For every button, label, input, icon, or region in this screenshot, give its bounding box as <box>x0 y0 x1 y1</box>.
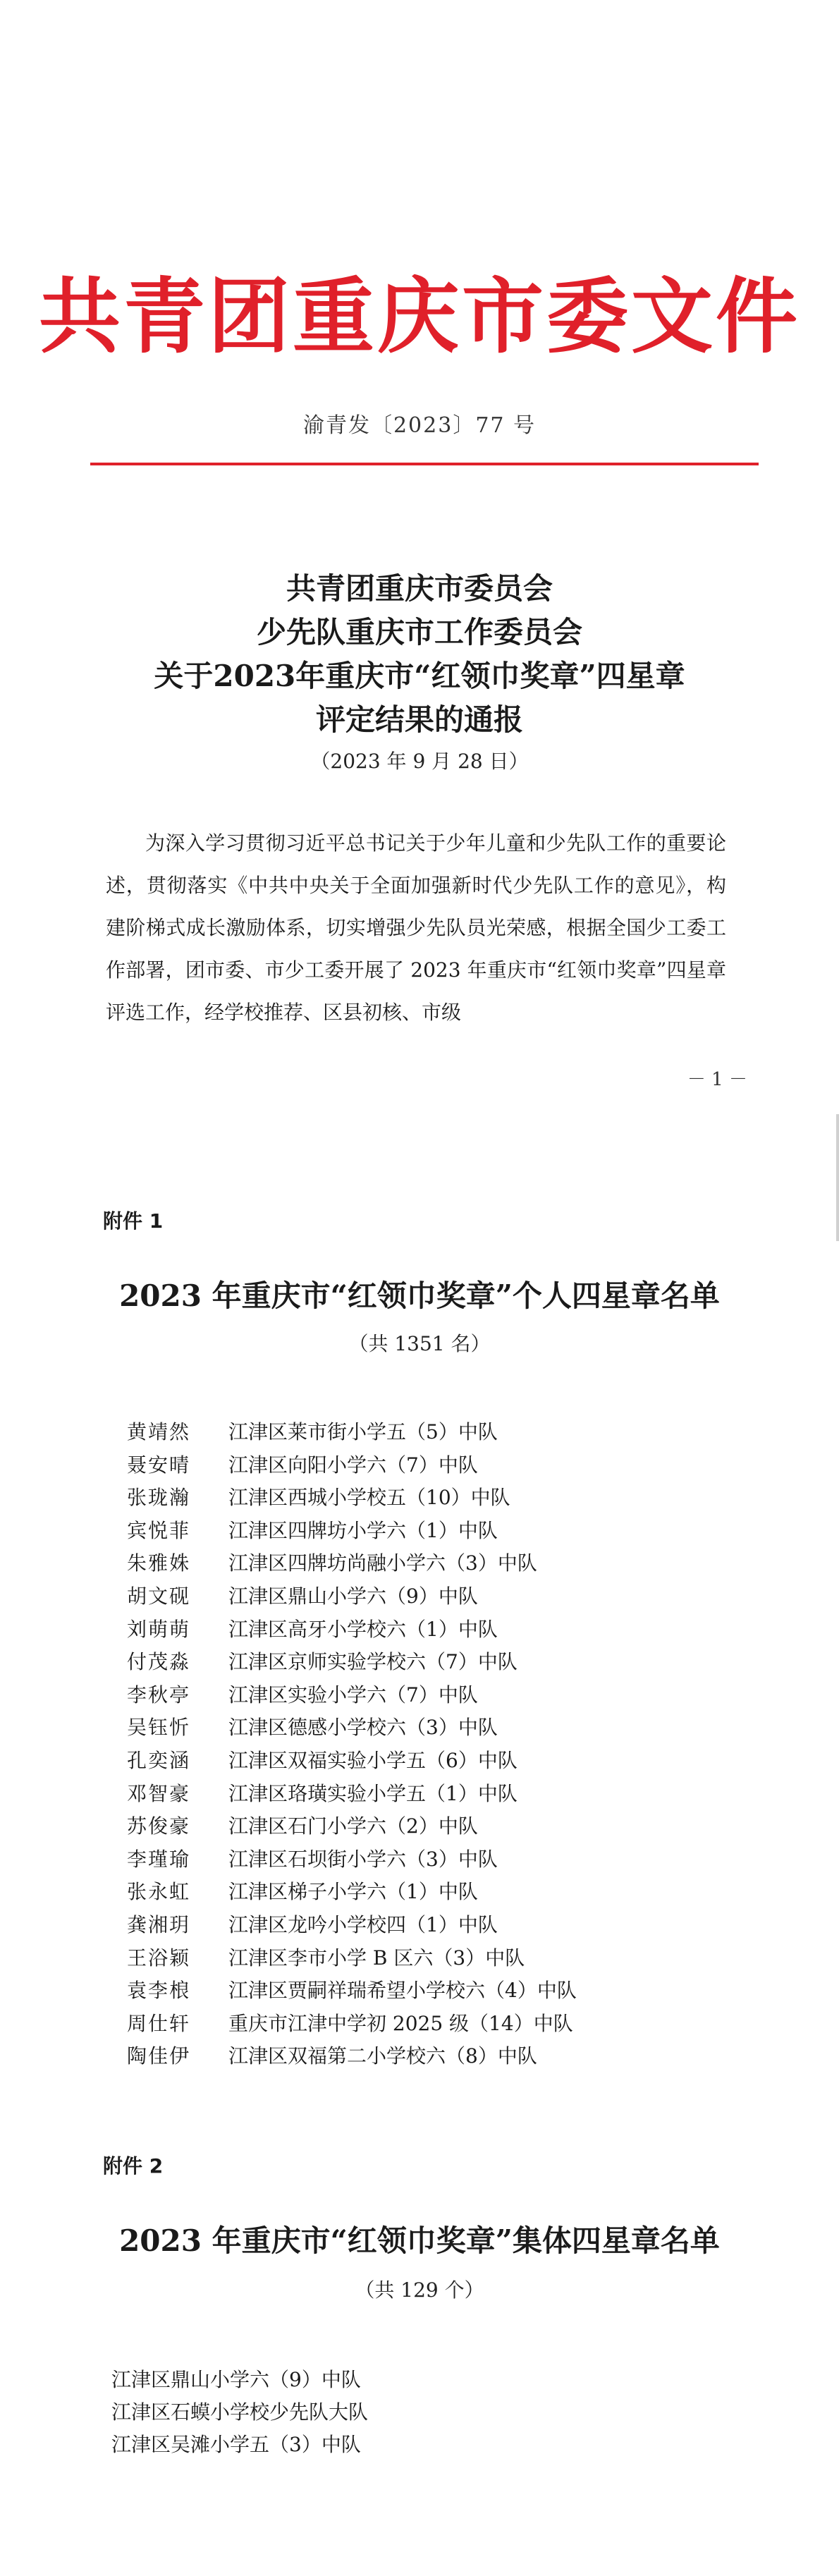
student-name: 李秋亭 <box>127 1683 191 1707</box>
attachment-1-count: （共 1351 名） <box>348 1332 491 1355</box>
list-item <box>127 1974 733 2008</box>
document-header-title: 共青团重庆市委文件 <box>39 269 800 365</box>
list-item <box>127 1449 733 1482</box>
attachment-2-title: 2023 年重庆市“红领巾奖章”集体四星章名单 <box>119 2223 720 2258</box>
student-name: 陶佳伊 <box>127 2044 191 2068</box>
student-unit: 重庆市江津中学初 2025 级（14）中队 <box>228 2011 573 2035</box>
student-name: 黄靖然 <box>127 1420 191 1443</box>
list-item: 江津区吴滩小学五（3）中队 <box>111 2433 361 2456</box>
student-unit: 江津区向阳小学六（7）中队 <box>228 1453 478 1477</box>
student-unit: 江津区石坝街小学六（3）中队 <box>228 1847 498 1871</box>
student-name: 张永虹 <box>127 1880 191 1904</box>
list-item <box>127 1580 733 1613</box>
list-item <box>127 1416 733 1449</box>
attachment-2-count: （共 129 个） <box>355 2278 484 2302</box>
collective-award-list <box>111 2364 718 2461</box>
student-name: 朱雅姝 <box>127 1551 191 1575</box>
page-number: － 1 － <box>687 1069 747 1090</box>
student-unit: 江津区四牌坊小学六（1）中队 <box>228 1518 498 1542</box>
student-name: 付茂淼 <box>127 1650 191 1674</box>
student-name: 孔奕涵 <box>127 1748 191 1772</box>
student-unit: 江津区贾嗣祥瑞希望小学校六（4）中队 <box>228 1979 577 2003</box>
list-item <box>127 2040 733 2073</box>
student-unit: 江津区珞璜实验小学五（1）中队 <box>228 1781 518 1805</box>
list-item: 江津区鼎山小学六（9）中队 <box>111 2368 361 2391</box>
list-item <box>127 1810 733 1843</box>
student-name: 袁李桹 <box>127 1979 191 2003</box>
list-item <box>127 1876 733 1909</box>
student-name: 刘萌萌 <box>127 1617 191 1641</box>
student-unit: 江津区龙吟小学校四（1）中队 <box>228 1912 498 1936</box>
student-unit: 江津区梯子小学六（1）中队 <box>228 1880 478 1904</box>
student-unit: 江津区石门小学六（2）中队 <box>228 1814 478 1838</box>
notice-heading-line-3: 关于2023年重庆市“红领巾奖章”四星章 <box>154 659 685 693</box>
notice-date: （2023 年 9 月 28 日） <box>310 750 529 773</box>
notice-heading-line-1: 共青团重庆市委员会 <box>286 571 553 606</box>
student-name: 邓智豪 <box>127 1781 191 1805</box>
student-unit: 江津区德感小学校六（3）中队 <box>228 1716 498 1740</box>
list-item <box>127 1679 733 1712</box>
student-name: 龚湘玥 <box>127 1912 191 1936</box>
list-item <box>127 1909 733 1942</box>
student-name: 张珑瀚 <box>127 1486 191 1510</box>
list-item <box>127 1646 733 1679</box>
student-unit: 江津区双福实验小学五（6）中队 <box>228 1748 518 1772</box>
student-name: 周仕轩 <box>127 2011 191 2035</box>
student-name: 聂安晴 <box>127 1453 191 1477</box>
student-unit: 江津区莱市街小学五（5）中队 <box>228 1420 498 1443</box>
notice-heading-line-2: 少先队重庆市工作委员会 <box>256 615 582 649</box>
list-item <box>127 1711 733 1745</box>
student-name: 李瑾瑜 <box>127 1847 191 1871</box>
list-item <box>127 1482 733 1515</box>
student-unit: 江津区鼎山小学六（9）中队 <box>228 1584 478 1608</box>
list-item <box>127 1547 733 1580</box>
list-item <box>127 1515 733 1548</box>
list-item <box>127 2008 733 2041</box>
list-item <box>127 1942 733 1975</box>
student-unit: 江津区高牙小学校六（1）中队 <box>228 1617 498 1641</box>
student-name: 宾悦菲 <box>127 1518 191 1542</box>
list-item <box>127 1778 733 1811</box>
page-edge-mark <box>836 1114 839 1241</box>
student-unit: 江津区李市小学 B 区六（3）中队 <box>228 1946 525 1970</box>
individual-award-list <box>127 1416 733 2073</box>
list-item <box>127 1843 733 1876</box>
student-name: 苏俊豪 <box>127 1814 191 1838</box>
list-item <box>127 1745 733 1778</box>
notice-heading-line-4: 评定结果的通报 <box>315 702 523 737</box>
student-name: 胡文砚 <box>127 1584 191 1608</box>
attachment-1-title: 2023 年重庆市“红领巾奖章”个人四星章名单 <box>119 1278 720 1313</box>
attachment-1-label: 附件 1 <box>103 1209 164 1233</box>
list-item <box>127 1613 733 1647</box>
notice-body-paragraph: 为深入学习贯彻习近平总书记关于少年儿童和少先队工作的重要论述，贯彻落实《中共中央关于全面加强新时代少先队工作的意见》，构建阶梯式成长激励体系，切实增强少先队员光荣感，根据全国少工委工作部署，团市委、市少工委开展了 2023 年重庆市“红领巾奖章”四星章评选工作，经学校推荐、区县初核、市级 <box>106 831 726 1024</box>
student-unit: 江津区西城小学校五（10）中队 <box>228 1486 510 1510</box>
header-divider <box>90 463 759 465</box>
student-unit: 江津区双福第二小学校六（8）中队 <box>228 2044 537 2068</box>
student-unit: 江津区京师实验学校六（7）中队 <box>228 1650 518 1674</box>
student-unit: 江津区实验小学六（7）中队 <box>228 1683 478 1707</box>
document-number: 渝青发〔2023〕77 号 <box>302 413 537 438</box>
attachment-2-label: 附件 2 <box>103 2154 164 2178</box>
student-name: 王浴颖 <box>127 1946 191 1970</box>
student-unit: 江津区四牌坊尚融小学六（3）中队 <box>228 1551 537 1575</box>
student-name: 吴钰忻 <box>127 1716 191 1740</box>
list-item: 江津区石蟆小学校少先队大队 <box>111 2400 369 2424</box>
